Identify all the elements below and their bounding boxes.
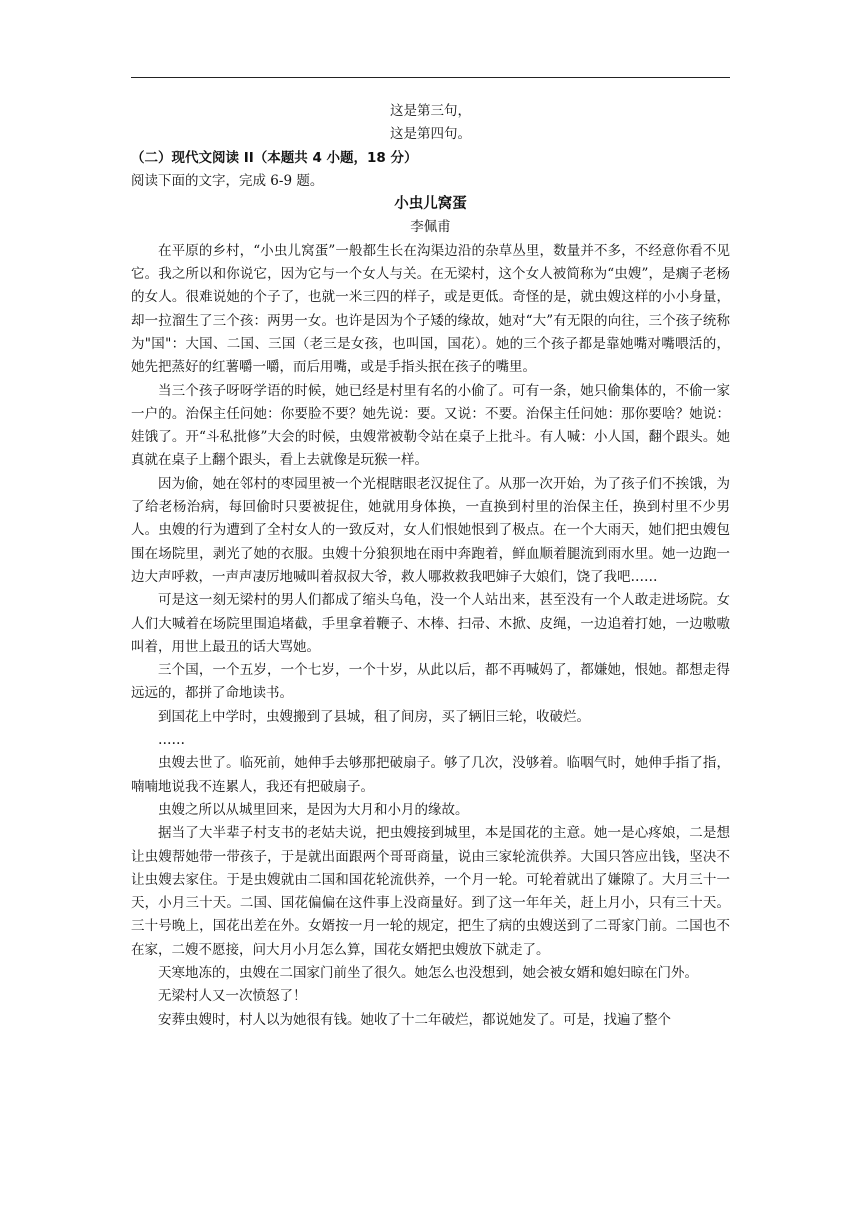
omission-ellipsis: …… [158,732,185,749]
paragraph: 虫嫂去世了。临死前，她伸手去够那把破扇子。够了几次，没够着。临咽气时，她伸手指了指，喃喃地说我不连累人，我还有把破扇子。 [131,755,730,795]
section-heading: （二）现代文阅读 II（本题共 4 小题，18 分） [131,149,418,166]
paragraph: 当三个孩子呀呀学语的时候，她已经是村里有名的小偷了。可有一条，她只偷集体的，不偷一家一户的。治保主任问她：你要脸不要？她先说：要。又说：不要。治保主任问她：那你要啥？她说：娃饿了。开“斗私批修”大会的时候，虫嫂常被勒令站在桌子上批斗。有人喊：小人国，翻个跟头。她真就在桌子上翻个跟头，看上去就像是玩猴一样。 [131,382,730,469]
paragraph: 可是这一刻无梁村的男人们都成了缩头乌龟，没一个人站出来，甚至没有一个人敢走进场院。女人们大喊着在场院里围追堵截，手里拿着鞭子、木棒、扫帚、木掀、皮绳，一边追着打她，一边嗷嗷叫着，用世上最丑的话大骂她。 [131,592,730,655]
article-title: 小虫儿窝蛋 [394,196,467,213]
paragraph: 安葬虫嫂时，村人以为她很有钱。她收了十二年破烂，都说她发了。可是，找遍了整个 [158,1011,671,1028]
poem-line-3: 这是第三句， [390,103,471,119]
paragraph: 在平原的乡村，“小虫儿窝蛋”一般都生长在沟渠边沿的杂草丛里，数量并不多，不经意你看不见它。我之所以和你说它，因为它与一个女人与关。在无梁村，这个女人被简称为“虫嫂”，是瘸子老杨的女人。很难说她的个子了，也就一米三四的样子，或是更低。奇怪的是，就虫嫂这样的小小身量，却一拉溜生了三个孩：两男一女。也许是因为个子矮的缘故，她对“大”有无限的向往，三个孩子统称为"国"：大国、二国、三国（老三是女孩，也叫国，国花）。她的三个孩子都是靠她嘴对嘴喂活的，她先把蒸好的红薯嚼一嚼，而后用嘴，或是手指头抿在孩子的嘴里。 [131,242,730,376]
document-page [131,100,730,1032]
poem-line-4: 这是第四句。 [390,126,471,143]
paragraph: 据当了大半辈子村支书的老姑夫说，把虫嫂接到城里，本是国花的主意。她一是心疼娘，二是想让虫嫂帮她带一带孩子，于是就出面跟两个哥哥商量，说由三家轮流供养。大国只答应出钱，坚决不让虫嫂去家住。于是虫嫂就由二国和国花轮流供养，一个月一轮。可轮着就出了嫌隙了。大月三十一天，小月三十天。二国、国花偏偏在这件事上没商量好。到了这一年年关，赶上月小，只有三十天。三十号晚上，国花出差在外。女婿按一月一轮的规定，把生了病的虫嫂送到了二哥家门前。二国也不在家，二嫂不愿接，问大月小月怎么算，国花女婿把虫嫂放下就走了。 [131,825,730,958]
paragraph: 三个国，一个五岁，一个七岁，一个十岁，从此以后，都不再喊妈了，都嫌她，恨她。都想走得远远的，都拼了命地读书。 [131,662,730,702]
paragraph: 因为偷，她在邻村的枣园里被一个光棍瞎眼老汉捉住了。从那一次开始，为了孩子们不挨饿，为了给老杨治病，每回偷时只要被捉住，她就用身体换，一直换到村里的治保主任，换到村里不少男人。虫嫂的行为遭到了全村女人的一致反对，女人们恨她恨到了极点。在一个大雨天，她们把虫嫂包围在场院里，剥光了她的衣服。虫嫂十分狼狈地在雨中奔跑着，鲜血顺着腿流到雨水里。她一边跑一边大声呼救，一声声凄厉地喊叫着叔叔大爷，救人哪救救我吧婶子大娘们，饶了我吧…… [131,475,730,585]
reading-instruction: 阅读下面的文字，完成 6-9 题。 [131,172,324,189]
paragraph: 天寒地冻的，虫嫂在二国家门前坐了很久。她怎么也没想到，她会被女婿和媳妇晾在门外。 [158,964,698,981]
article-author: 李佩甫 [410,219,451,236]
paragraph: 虫嫂之所以从城里回来，是因为大月和小月的缘故。 [158,801,469,818]
paragraph: 到国花上中学时，虫嫂搬到了县城，租了间房，买了辆旧三轮，收破烂。 [158,708,590,725]
header-rule [131,77,730,78]
paragraph: 无梁村人又一次愤怒了！ [158,988,307,1005]
